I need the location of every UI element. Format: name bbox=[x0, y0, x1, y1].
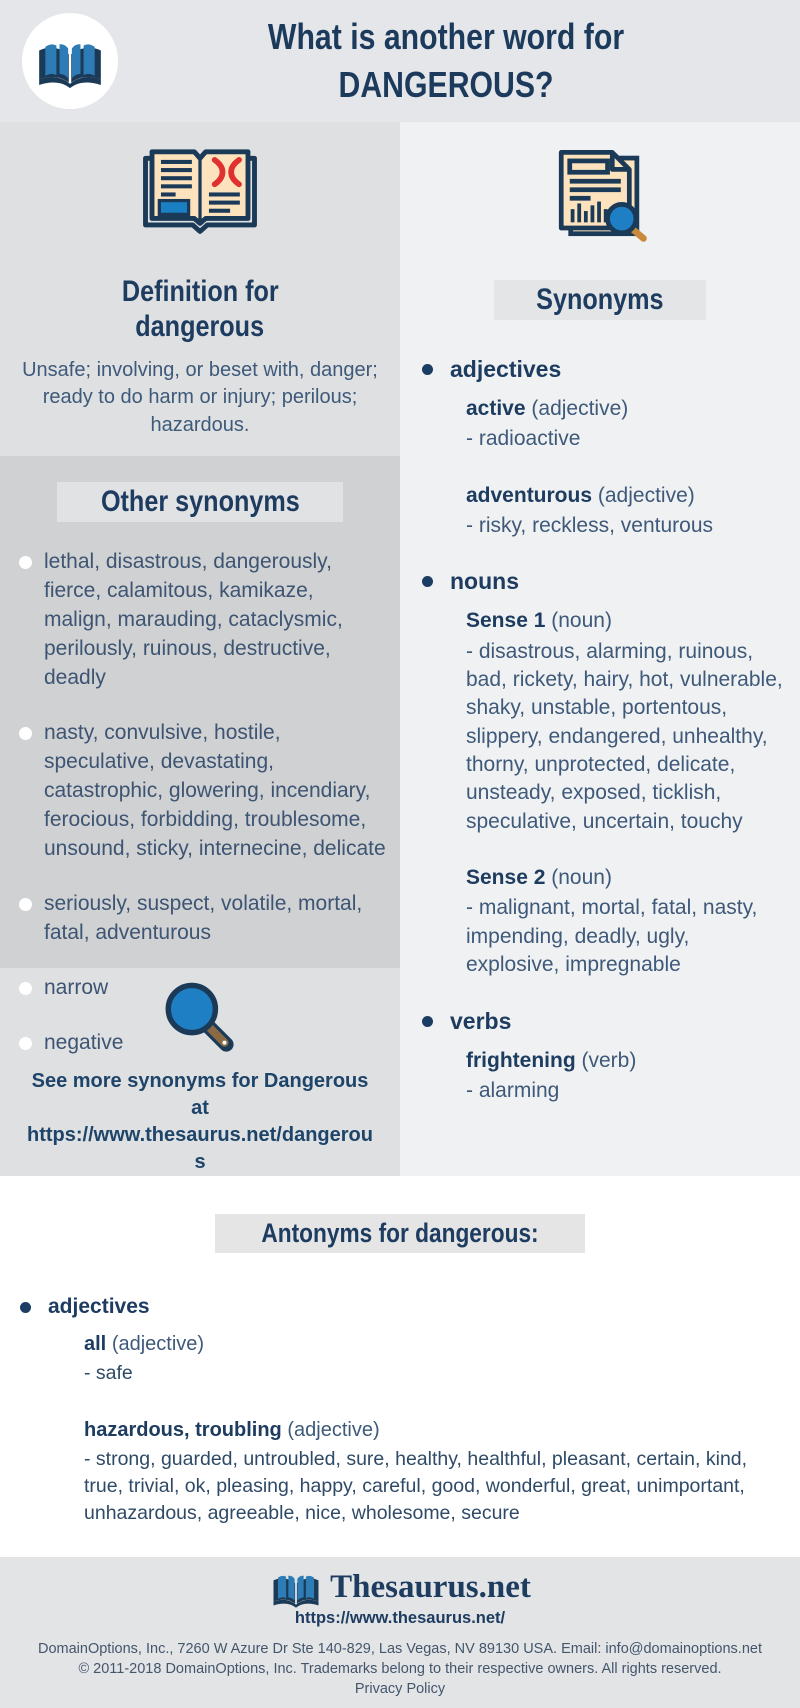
synonyms-heading: Synonyms bbox=[494, 280, 706, 320]
footer-url-link[interactable]: https://www.thesaurus.net/ bbox=[294, 1608, 506, 1627]
entry-word: frightening bbox=[466, 1048, 576, 1072]
page-title bbox=[118, 13, 800, 108]
synonym-entry bbox=[466, 607, 786, 836]
other-synonyms-item: lethal, disastrous, dangerously, fierce, calamitous, kamikaze, malign, marauding, cataclysmic, perilously, ruinous, destructive, deadly bbox=[0, 548, 386, 693]
entry-pos: (adjective) bbox=[287, 1419, 380, 1442]
entry-word: Sense 1 bbox=[466, 609, 546, 633]
antonyms-heading: Antonyms for dangerous: bbox=[215, 1214, 585, 1253]
synonyms-group-nouns bbox=[422, 568, 800, 979]
document-search-icon bbox=[548, 146, 652, 242]
other-synonyms-item: nasty, convulsive, hostile, speculative, devastating, catastrophic, glowering, incendiary, ferocious, forbidding, troublesome, unsound, sticky, internecine, delicate bbox=[0, 719, 386, 864]
bullet-icon bbox=[20, 1302, 31, 1313]
synonym-entry bbox=[466, 1047, 786, 1106]
entry-pos: (adjective) bbox=[531, 397, 629, 420]
synonyms-groups bbox=[400, 356, 800, 1105]
left-column bbox=[0, 122, 400, 1176]
open-book-icon bbox=[139, 140, 261, 240]
definition-heading-line2: dangerous bbox=[135, 310, 265, 344]
entry-list: - malignant, mortal, fatal, nasty, impending, deadly, ugly, explosive, impregnable bbox=[466, 896, 758, 977]
definition-text: Unsafe; involving, or beset with, danger; ready to do harm or injury; perilous; hazardous. bbox=[22, 358, 378, 436]
site-logo[interactable] bbox=[22, 13, 118, 109]
open-book-logo-icon bbox=[33, 32, 107, 90]
other-synonyms-heading: Other synonyms bbox=[57, 482, 343, 522]
synonyms-group-verbs bbox=[422, 1008, 800, 1106]
entry-pos: (adjective) bbox=[111, 1333, 205, 1355]
footer-address: DomainOptions, Inc., 7260 W Azure Dr Ste 140-829, Las Vegas, NV 89130 USA. Email: info@domainoptions.net bbox=[37, 1640, 762, 1657]
synonym-entry bbox=[466, 482, 786, 541]
synonyms-column bbox=[400, 122, 800, 1176]
other-synonyms-item: narrow bbox=[0, 974, 386, 1003]
entry-pos: (noun) bbox=[551, 866, 612, 890]
synonym-entry bbox=[466, 395, 786, 454]
other-synonyms-section bbox=[0, 456, 400, 1054]
other-synonyms-item: negative bbox=[0, 1029, 386, 1058]
entry-word: active bbox=[466, 397, 526, 420]
privacy-policy-link[interactable]: Privacy Policy bbox=[354, 1680, 446, 1697]
entry-word: Sense 2 bbox=[466, 866, 546, 890]
bullet-icon bbox=[422, 1016, 433, 1027]
footer-copyright: © 2011-2018 DomainOptions, Inc. Trademarks belong to their respective owners. All rights reserved. bbox=[78, 1660, 722, 1677]
entry-pos: (adjective) bbox=[597, 483, 695, 507]
bullet-icon bbox=[422, 364, 433, 375]
definition-heading bbox=[0, 274, 400, 345]
antonym-entry bbox=[84, 1417, 772, 1527]
page-title-line1: What is another word for bbox=[267, 16, 625, 58]
entry-word: adventurous bbox=[466, 483, 593, 507]
entry-pos: (noun) bbox=[551, 609, 612, 633]
entry-word: all bbox=[84, 1333, 107, 1355]
entry-list: - disastrous, alarming, ruinous, bad, rickety, hairy, hot, vulnerable, shaky, unstable, portentous, slippery, endangered, unhealthy, thorny, unprotected, delicate, unsteady, exposed, ticklish, speculative, uncertain, touchy bbox=[466, 639, 783, 833]
footer bbox=[0, 1557, 800, 1708]
footer-logo[interactable] bbox=[0, 1567, 800, 1609]
synonyms-group-adjectives bbox=[422, 356, 800, 540]
other-synonyms-list bbox=[0, 548, 400, 1058]
bullet-icon bbox=[422, 576, 433, 587]
definition-heading-line1: Definition for bbox=[121, 275, 279, 308]
synonym-entry bbox=[466, 864, 786, 979]
entry-list: - safe bbox=[84, 1362, 133, 1385]
antonym-entry bbox=[84, 1331, 772, 1387]
other-synonyms-item: seriously, suspect, volatile, mortal, fatal, adventurous bbox=[0, 890, 386, 948]
antonyms-group-adjectives bbox=[20, 1295, 800, 1527]
open-book-logo-icon bbox=[269, 1567, 323, 1609]
page-title-line2: DANGEROUS? bbox=[338, 64, 554, 105]
group-label: adjectives bbox=[20, 1295, 800, 1319]
group-label: verbs bbox=[422, 1008, 800, 1035]
antonyms-heading-wrap bbox=[0, 1214, 800, 1253]
entry-word: hazardous, troubling bbox=[84, 1419, 282, 1442]
entry-list: - strong, guarded, untroubled, sure, healthy, healthful, pleasant, certain, kind, true, trivial, ok, pleasing, happy, careful, good, wonderful, great, unimportant, unhazardous, agreeable, nice, wholesome, secure bbox=[84, 1448, 748, 1524]
entry-list: - risky, reckless, venturous bbox=[466, 514, 714, 538]
footer-logo-text: Thesaurus.net bbox=[330, 1569, 531, 1606]
entry-list: - alarming bbox=[466, 1078, 560, 1102]
entry-pos: (verb) bbox=[581, 1048, 637, 1072]
entry-list: - radioactive bbox=[466, 427, 581, 451]
definition-section bbox=[0, 122, 400, 456]
group-label: adjectives bbox=[422, 356, 800, 383]
header bbox=[0, 0, 800, 122]
group-label: nouns bbox=[422, 568, 800, 595]
see-more-link[interactable]: See more synonyms for Dangerous at https://www.thesaurus.net/dangerous bbox=[27, 1070, 373, 1173]
antonyms-section bbox=[0, 1176, 800, 1527]
main-columns bbox=[0, 122, 800, 1176]
